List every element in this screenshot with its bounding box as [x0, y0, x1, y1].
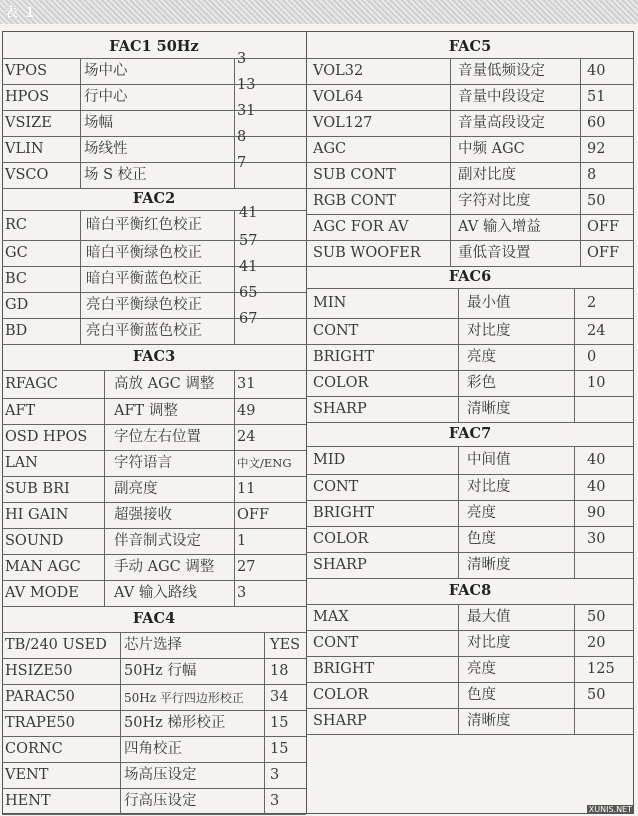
fac5-row-rule	[306, 162, 634, 163]
fac3-description: 手动 AGC 调整	[114, 559, 215, 575]
fac7-code: MID	[313, 452, 346, 468]
fac3-value: OFF	[237, 507, 270, 523]
fac5-description: 音量中段设定	[458, 89, 545, 105]
fac1-row-rule	[2, 110, 306, 111]
fac1-col-rule	[80, 58, 81, 188]
fac5-code: VOL64	[313, 89, 364, 105]
fac7-row-rule	[306, 500, 634, 501]
fac3-value: 27	[237, 559, 256, 575]
fac3-description: 伴音制式设定	[114, 533, 201, 549]
fac6-row-rule	[306, 422, 634, 423]
fac2-description: 亮白平衡绿色校正	[86, 297, 202, 313]
fac4-description: 50Hz 平行四边形校正	[124, 691, 244, 705]
fac3-value: 1	[237, 533, 247, 549]
fac7-code: CONT	[313, 479, 359, 495]
fac5-title-rule	[306, 58, 634, 59]
fac3-row-rule	[2, 606, 306, 607]
fac4-code: VENT	[5, 767, 49, 783]
fac5-value: 92	[587, 141, 606, 157]
fac5-row-rule	[306, 188, 634, 189]
fac8-row-rule	[306, 682, 634, 683]
fac3-row-rule	[2, 502, 306, 503]
fac3-value: 11	[237, 481, 256, 497]
fac3-code: AFT	[5, 403, 36, 419]
fac5-description: 中频 AGC	[458, 141, 525, 157]
fac5-code: AGC	[313, 141, 347, 157]
fac4-value: 3	[270, 793, 280, 809]
fac6-value: 2	[587, 295, 597, 311]
fac4-code: TB/240 USED	[5, 637, 107, 653]
fac5-row-rule	[306, 240, 634, 241]
fac2-row-rule	[2, 318, 306, 319]
fac8-description: 清晰度	[467, 713, 511, 729]
fac4-code: HSIZE50	[5, 663, 73, 679]
fac1-col-rule	[234, 58, 235, 188]
fac3-description: 超强接收	[114, 507, 172, 523]
fac4-description: 芯片选择	[124, 637, 182, 653]
fac2-description: 亮白平衡蓝色校正	[86, 323, 202, 339]
fac6-code: SHARP	[313, 401, 367, 417]
fac1-value: 3	[237, 51, 247, 67]
fac4-value: 34	[270, 689, 289, 705]
fac3-title-rule	[2, 370, 306, 371]
fac3-row-rule	[2, 424, 306, 425]
fac5-value: 8	[587, 167, 597, 183]
fac5-row-rule	[306, 266, 634, 267]
fac6-code: COLOR	[313, 375, 369, 391]
fac7-value: 40	[587, 452, 606, 468]
fac3-value: 31	[237, 376, 256, 392]
fac8-description: 最大值	[467, 609, 511, 625]
fac3-title: FAC3	[132, 348, 176, 365]
fac2-col-rule	[80, 210, 81, 344]
fac1-description: 场线性	[84, 141, 128, 157]
fac6-description: 彩色	[467, 375, 496, 391]
fac1-value: 31	[237, 103, 256, 119]
fac8-value: 20	[587, 635, 606, 651]
fac6-col-rule	[574, 288, 575, 422]
fac6-description: 对比度	[467, 323, 511, 339]
fac4-value: 18	[270, 663, 289, 679]
fac3-description: 字位左右位置	[114, 429, 201, 445]
fac2-title: FAC2	[132, 190, 176, 207]
fac4-row-rule	[2, 684, 306, 685]
fac8-code: COLOR	[313, 687, 369, 703]
fac1-row-rule	[2, 162, 306, 163]
fac3-value: 中文/ENG	[237, 456, 292, 470]
fac4-row-rule	[2, 736, 306, 737]
fac8-value: 50	[587, 687, 606, 703]
fac7-row-rule	[306, 578, 634, 579]
fac6-title: FAC6	[448, 268, 492, 285]
header-bar	[0, 0, 638, 24]
fac1-row-rule	[2, 136, 306, 137]
fac2-value: 67	[239, 311, 258, 327]
fac2-value: 41	[239, 205, 258, 221]
fac2-code: BC	[5, 271, 28, 287]
fac8-row-rule	[306, 630, 634, 631]
fac3-description: 字符语言	[114, 455, 172, 471]
fac8-value: 50	[587, 609, 606, 625]
fac1-description: 场 S 校正	[84, 167, 147, 183]
fac8-title-rule	[306, 604, 634, 605]
fac1-code: VLIN	[5, 141, 44, 157]
fac5-row-rule	[306, 84, 634, 85]
fac7-row-rule	[306, 552, 634, 553]
fac1-code: VSIZE	[5, 115, 52, 131]
fac3-description: AV 输入路线	[114, 585, 197, 601]
fac3-value: 3	[237, 585, 247, 601]
fac7-title: FAC7	[448, 425, 492, 442]
fac2-description: 暗白平衡蓝色校正	[86, 271, 202, 287]
fac7-description: 色度	[467, 531, 496, 547]
fac2-code: GC	[5, 245, 28, 261]
table-label: 表 1	[4, 5, 36, 21]
fac4-description: 50Hz 梯形校正	[124, 715, 226, 731]
fac8-col-rule	[458, 604, 459, 734]
fac1-title: FAC1 50Hz	[109, 38, 199, 55]
fac3-value: 24	[237, 429, 256, 445]
fac2-title-rule	[2, 210, 306, 211]
fac1-description: 场幅	[84, 115, 113, 131]
fac4-row-rule	[2, 762, 306, 763]
fac4-description: 四角校正	[124, 741, 182, 757]
fac3-code: MAN AGC	[5, 559, 81, 575]
fac6-description: 亮度	[467, 349, 496, 365]
fac3-code: AV MODE	[5, 585, 79, 601]
fac3-row-rule	[2, 528, 306, 529]
fac3-code: RFAGC	[5, 376, 58, 392]
fac6-value: 10	[587, 375, 606, 391]
fac1-value: 13	[237, 77, 256, 93]
fac5-row-rule	[306, 110, 634, 111]
fac4-code: TRAPE50	[5, 715, 75, 731]
fac5-value: OFF	[587, 219, 620, 235]
fac5-code: RGB CONT	[313, 193, 397, 209]
fac1-code: VSCO	[5, 167, 49, 183]
fac5-value: 51	[587, 89, 606, 105]
fac2-value: 57	[239, 233, 258, 249]
fac6-row-rule	[306, 370, 634, 371]
fac4-code: HENT	[5, 793, 51, 809]
fac8-description: 对比度	[467, 635, 511, 651]
fac6-col-rule	[458, 288, 459, 422]
fac4-value: 3	[270, 767, 280, 783]
fac5-code: VOL127	[313, 115, 373, 131]
fac7-value: 30	[587, 531, 606, 547]
fac2-col-rule	[234, 210, 235, 344]
fac3-col-rule	[104, 370, 105, 606]
fac2-row-rule	[2, 292, 306, 293]
fac4-description: 行高压设定	[124, 793, 197, 809]
fac6-row-rule	[306, 318, 634, 319]
fac5-description: 字符对比度	[458, 193, 531, 209]
fac3-value: 49	[237, 403, 256, 419]
fac3-description: AFT 调整	[114, 403, 178, 419]
fac4-row-rule	[2, 814, 306, 815]
fac2-code: GD	[5, 297, 29, 313]
fac7-description: 清晰度	[467, 557, 511, 573]
fac7-row-rule	[306, 526, 634, 527]
fac4-value: 15	[270, 715, 289, 731]
fac6-row-rule	[306, 344, 634, 345]
fac7-code: BRIGHT	[313, 505, 375, 521]
fac4-value: YES	[270, 637, 301, 653]
fac3-code: SOUND	[5, 533, 64, 549]
fac3-code: OSD HPOS	[5, 429, 88, 445]
fac4-code: PARAC50	[5, 689, 75, 705]
fac7-value: 90	[587, 505, 606, 521]
fac5-row-rule	[306, 136, 634, 137]
fac6-code: BRIGHT	[313, 349, 375, 365]
fac6-code: CONT	[313, 323, 359, 339]
fac5-code: SUB WOOFER	[313, 245, 421, 261]
fac3-col-rule	[234, 370, 235, 606]
fac8-row-rule	[306, 734, 634, 735]
fac5-description: 音量低频设定	[458, 63, 545, 79]
fac1-description: 行中心	[84, 89, 128, 105]
fac1-row-rule	[2, 84, 306, 85]
fac8-row-rule	[306, 656, 634, 657]
watermark: XUNIS.NET	[588, 805, 632, 814]
fac3-description: 高放 AGC 调整	[114, 376, 215, 392]
fac4-title: FAC4	[132, 610, 176, 627]
fac3-code: LAN	[5, 455, 38, 471]
fac5-value: 40	[587, 63, 606, 79]
fac4-description: 50Hz 行幅	[124, 663, 197, 679]
fac4-col-rule	[120, 632, 121, 814]
fac7-row-rule	[306, 474, 634, 475]
fac8-title: FAC8	[448, 582, 492, 599]
fac3-code: SUB BRI	[5, 481, 70, 497]
fac3-row-rule	[2, 580, 306, 581]
fac4-value: 15	[270, 741, 289, 757]
fac2-code: BD	[5, 323, 28, 339]
fac2-description: 暗白平衡红色校正	[86, 217, 202, 233]
fac7-description: 亮度	[467, 505, 496, 521]
fac6-value: 0	[587, 349, 597, 365]
fac3-row-rule	[2, 398, 306, 399]
fac7-value: 40	[587, 479, 606, 495]
fac5-value: 50	[587, 193, 606, 209]
fac1-code: HPOS	[5, 89, 50, 105]
fac7-code: SHARP	[313, 557, 367, 573]
fac4-code: CORNC	[5, 741, 63, 757]
fac4-row-rule	[2, 710, 306, 711]
fac1-row-rule	[2, 188, 306, 189]
fac2-description: 暗白平衡绿色校正	[86, 245, 202, 261]
fac5-description: AV 输入增益	[458, 219, 541, 235]
fac1-value: 7	[237, 155, 247, 171]
fac7-description: 对比度	[467, 479, 511, 495]
fac7-code: COLOR	[313, 531, 369, 547]
fac5-description: 副对比度	[458, 167, 516, 183]
fac4-row-rule	[2, 788, 306, 789]
fac6-row-rule	[306, 396, 634, 397]
fac2-row-rule	[2, 240, 306, 241]
fac6-description: 最小值	[467, 295, 511, 311]
fac3-row-rule	[2, 554, 306, 555]
fac8-description: 亮度	[467, 661, 496, 677]
fac1-value: 8	[237, 129, 247, 145]
fac5-code: SUB CONT	[313, 167, 396, 183]
fac8-value: 125	[587, 661, 615, 677]
fac5-value: 60	[587, 115, 606, 131]
fac2-code: RC	[5, 217, 28, 233]
fac5-title: FAC5	[448, 38, 492, 55]
fac1-description: 场中心	[84, 63, 128, 79]
fac8-code: BRIGHT	[313, 661, 375, 677]
fac7-col-rule	[574, 446, 575, 578]
fac8-code: MAX	[313, 609, 349, 625]
fac5-code: VOL32	[313, 63, 364, 79]
fac4-title-rule	[2, 632, 306, 633]
fac2-value: 65	[239, 285, 258, 301]
fac2-value: 41	[239, 259, 258, 275]
fac3-code: HI GAIN	[5, 507, 69, 523]
fac8-code: CONT	[313, 635, 359, 651]
fac6-code: MIN	[313, 295, 347, 311]
fac7-col-rule	[458, 446, 459, 578]
fac8-row-rule	[306, 708, 634, 709]
fac7-description: 中间值	[467, 452, 511, 468]
fac4-row-rule	[2, 658, 306, 659]
fac5-row-rule	[306, 214, 634, 215]
fac5-code: AGC FOR AV	[313, 219, 409, 235]
fac8-description: 色度	[467, 687, 496, 703]
fac5-description: 重低音设置	[458, 245, 531, 261]
fac4-description: 场高压设定	[124, 767, 197, 783]
fac8-col-rule	[574, 604, 575, 734]
fac8-code: SHARP	[313, 713, 367, 729]
fac1-title-rule	[2, 58, 306, 59]
fac6-value: 24	[587, 323, 606, 339]
fac6-title-rule	[306, 288, 634, 289]
fac1-code: VPOS	[5, 63, 48, 79]
fac3-row-rule	[2, 476, 306, 477]
fac2-row-rule	[2, 344, 306, 345]
fac5-value: OFF	[587, 245, 620, 261]
fac5-description: 音量高段设定	[458, 115, 545, 131]
fac2-row-rule	[2, 266, 306, 267]
fac6-description: 清晰度	[467, 401, 511, 417]
fac7-title-rule	[306, 446, 634, 447]
fac3-description: 副亮度	[114, 481, 158, 497]
fac3-row-rule	[2, 450, 306, 451]
fac4-col-rule	[264, 632, 265, 814]
